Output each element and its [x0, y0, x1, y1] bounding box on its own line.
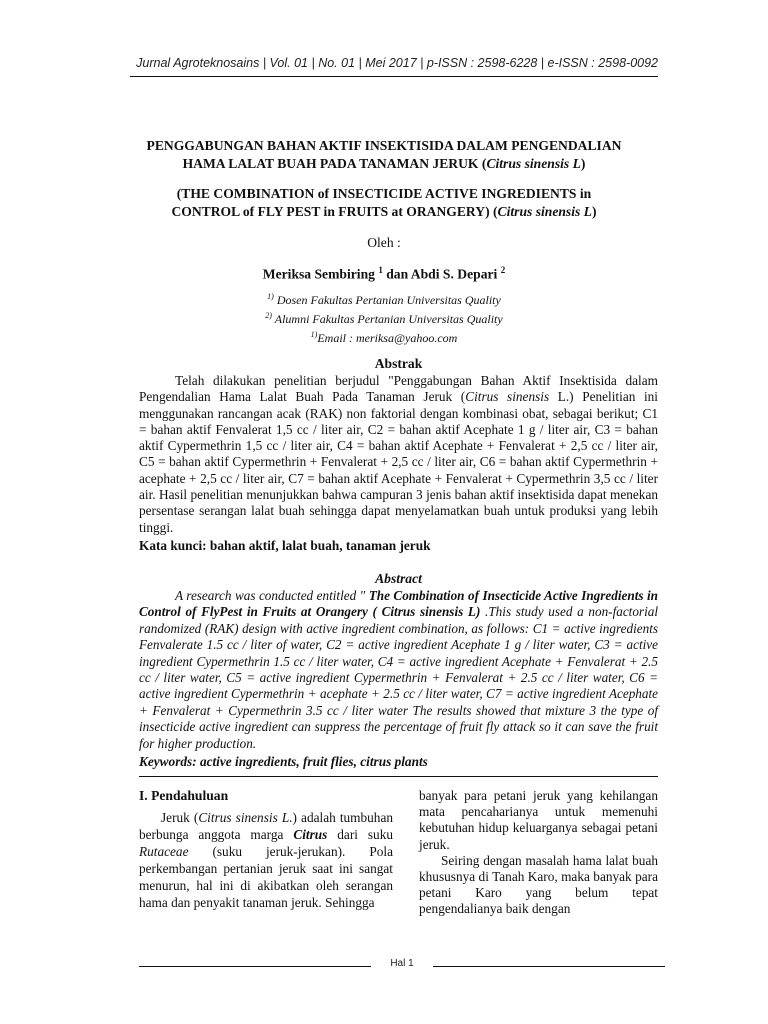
- abstract-indonesian: [139, 356, 658, 554]
- page-number: Hal 1: [390, 958, 414, 969]
- page-footer: [139, 958, 665, 974]
- author-email: $^{1)}$Email : meriksa@yahoo.com: [310, 329, 458, 345]
- title-english: (THE COMBINATION of INSECTICIDE ACTIVE INGREDIENTS in CONTROL of FLY PEST in FRUITS at ORANGERY) (Citrus sinensis L): [171, 186, 597, 219]
- author-names: Meriksa Sembiring $^1$ dan Abdi S. Depari $^2$: [262, 265, 506, 282]
- section-title-pendahuluan: I. Pendahuluan: [139, 788, 229, 803]
- intro-right-column: [419, 788, 658, 918]
- intro-paragraph-2: Seiring dengan masalah hama lalat buah khususnya di Tanah Karo, maka banyak para petani Karo yang belum tepat pengendalianya baik dengan: [419, 852, 658, 917]
- kata-kunci: Kata kunci: bahan aktif, lalat buah, tanaman jeruk: [139, 537, 431, 553]
- title-block: [110, 137, 658, 346]
- intro-paragraph-1: Jeruk (Citrus sinensis L.) adalah tumbuhan berbunga anggota marga Citrus dari suku Rutaceae (suku jeruk-jerukan). Pola perkembangan pertanian jeruk saat ini sangat menurun, hal ini di akibatkan oleh serangan hama dan penyakit tanaman jeruk. Sehingga: [139, 810, 393, 910]
- abstrak-heading: Abstrak: [374, 356, 423, 371]
- affiliations: [110, 289, 658, 346]
- abstract-english: [139, 571, 658, 770]
- byline-oleh: Oleh :: [367, 235, 401, 250]
- affiliation-1: $^{1)}$ Dosen Fakultas Pertanian Universitas Quality: [267, 291, 501, 307]
- title-indonesian: PENGGABUNGAN BAHAN AKTIF INSEKTISIDA DALAM PENGENDALIAN HAMA LALAT BUAH PADA TANAMAN JERUK (Citrus sinensis L): [146, 138, 622, 171]
- section-divider: [139, 776, 658, 777]
- affiliation-2: $^{2)}$ Alumni Fakultas Pertanian Universitas Quality: [265, 310, 503, 326]
- journal-citation-line: Jurnal Agroteknosains | Vol. 01 | No. 01 | Mei 2017 | p-ISSN : 2598-6228 | e-ISSN : 2598-0092: [136, 56, 658, 70]
- abstrak-body: Telah dilakukan penelitian berjudul "Penggabungan Bahan Aktif Insektisida dalam Pengendalian Hama Lalat Buah Pada Tanaman Jeruk (Citrus sinensis L.) Penelitian ini menggunakan rancangan acak (RAK) non faktorial dengan kombinasi obat, sebagai berikut; C1 = bahan aktif Fenvalerat 1,5 cc / liter air, C2 = bahan aktif Acephate 1 g / liter air, C3 = bahan aktif Cypermethrin 1,5 cc / liter air, C4 = bahan aktif Acephate + Fenvalerat + 2,5 cc / liter air, C5 = bahan aktif Cypermethrin + Fenvalerat + 2,5 cc / liter air, C6 = bahan aktif Cypermethrin + acephate + 2,5 cc / liter air, C7 = bahan aktif Acephate + Fenvalerat + Cypermethrin 3,5 cc / liter air. Hasil penelitian menunjukkan bahwa campuran 3 jenis bahan aktif insektisida dapat menekan persentase serangan lalat buah sehingga dapat menyelamatkan buah untuk produksi yang lebih tinggi.: [139, 373, 658, 535]
- abstract-heading: Abstract: [375, 571, 422, 586]
- footer-rule-right: [433, 966, 665, 967]
- intro-left-column: [139, 788, 393, 911]
- intro-paragraph-continued: banyak para petani jeruk yang kehilangan mata pencaharianya untuk memenuhi kebutuhan hidup keluarganya sebagai petani jeruk.: [419, 788, 658, 852]
- abstract-body: A research was conducted entitled " The Combination of Insecticide Active Ingredients in Control of FlyPest in Fruits at Orangery ( Citrus sinensis L) .This study used a non-factorial randomized (RAK) design with active ingredient combination, as follows: C1 = active ingredients Fenvalerate 1.5 cc / liter of water, C2 = active ingredient Acephate 1 g / liter water, C3 = active ingredient Cypermethrin 1.5 cc / liter water, C4 = active ingredient Acephate + Fenvalerat + 2.5 cc / liter water, C5 = active ingredient Cypermethrin + Fenvalerat + 2.5 cc / liter water, C6 = active ingredient Cypermethrin + acephate + 2.5 cc / liter water, C7 = active ingredient Acephate + Fenvalerat + Cypermethrin 3.5 cc / liter water The results showed that mixture 3 the type of insecticide active ingredient can suppress the percentage of fruit fly attack so it can save the fruit for higher production.: [139, 588, 658, 751]
- keywords: Keywords: active ingredients, fruit flies, citrus plants: [139, 754, 428, 770]
- journal-header: [130, 56, 658, 77]
